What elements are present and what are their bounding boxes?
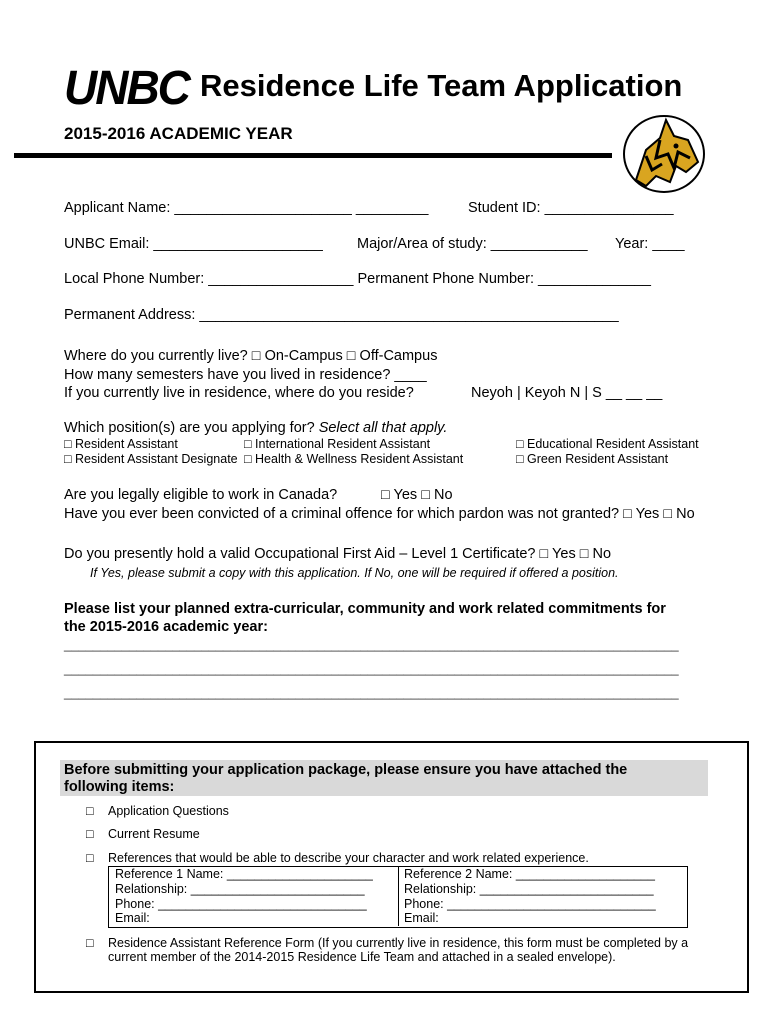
reside-question: If you currently live in residence, where do you reside? [64, 385, 414, 401]
checkbox-reference-form[interactable]: □ [86, 936, 94, 950]
applicant-name-field[interactable]: Applicant Name: ______________________ _________ [64, 200, 429, 216]
year-field[interactable]: Year: ____ [615, 236, 685, 252]
item-application-questions: Application Questions [108, 804, 229, 818]
option-educational-ra[interactable]: □ Educational Resident Assistant [516, 437, 699, 451]
item-references: References that would be able to describe your character and work related experience. [108, 851, 589, 865]
header-rule [14, 153, 612, 158]
commitments-prompt: Please list your planned extra-curricular, community and work related commitments for [64, 601, 666, 617]
reside-options[interactable]: Neyoh | Keyoh N | S __ __ __ [471, 385, 663, 401]
checkbox-application-questions[interactable]: □ [86, 804, 94, 818]
ref2-phone-field[interactable]: Phone: ______________________________ [404, 897, 656, 911]
first-aid-question[interactable]: Do you presently hold a valid Occupational First Aid – Level 1 Certificate? □ Yes □ No [64, 546, 612, 562]
phone-numbers-field[interactable]: Local Phone Number: __________________ Permanent Phone Number: ______________ [64, 271, 651, 287]
major-field[interactable]: Major/Area of study: ____________ [357, 236, 588, 252]
commitments-prompt-year: the 2015-2016 academic year: [64, 619, 268, 635]
positions-hint: Select all that apply. [318, 420, 448, 436]
option-resident-assistant[interactable]: □ Resident Assistant [64, 437, 178, 451]
checkbox-references[interactable]: □ [86, 851, 94, 865]
academic-year: 2015-2016 ACADEMIC YEAR [64, 124, 293, 143]
option-ra-designate[interactable]: □ Resident Assistant Designate [64, 452, 238, 466]
commitments-line-3[interactable]: _____________________________________________________________________________________ [64, 685, 679, 700]
current-residence-question[interactable]: Where do you currently live? □ On-Campus □ Off-Campus [64, 348, 438, 364]
item-current-resume: Current Resume [108, 827, 200, 841]
timberwolf-mascot-icon [616, 110, 712, 196]
ref2-name-field[interactable]: Reference 2 Name: ____________________ [404, 867, 655, 881]
first-aid-note: If Yes, please submit a copy with this application. If No, one will be required if offered a position. [90, 566, 619, 580]
work-eligibility-question: Are you legally eligible to work in Canada? [64, 487, 338, 503]
criminal-offence-question[interactable]: Have you ever been convicted of a criminal offence for which pardon was not granted? □ Yes □ No [64, 506, 695, 522]
positions-question [64, 420, 447, 436]
option-green-ra[interactable]: □ Green Resident Assistant [516, 452, 669, 466]
checklist-heading-cont: following items: [64, 779, 175, 795]
item-reference-form: Residence Assistant Reference Form (If you currently live in residence, this form must be completed by a [108, 936, 689, 950]
checklist-heading: Before submitting your application package, please ensure you have attached the [64, 762, 628, 778]
references-divider [398, 866, 399, 926]
commitments-line-2[interactable]: _____________________________________________________________________________________ [64, 661, 679, 676]
positions-question-text: Which position(s) are you applying for? [64, 420, 315, 436]
ref2-email-field[interactable]: Email: [404, 911, 439, 925]
ref1-email-field[interactable]: Email: [115, 911, 150, 925]
ref2-relationship-field[interactable]: Relationship: _________________________ [404, 882, 654, 896]
unbc-logo: UNBC [64, 59, 189, 115]
semesters-question[interactable]: How many semesters have you lived in residence? ____ [64, 367, 427, 383]
ref1-phone-field[interactable]: Phone: ______________________________ [115, 897, 367, 911]
ref1-relationship-field[interactable]: Relationship: _________________________ [115, 882, 365, 896]
option-health-wellness-ra[interactable]: □ Health & Wellness Resident Assistant [244, 452, 464, 466]
option-international-ra[interactable]: □ International Resident Assistant [244, 437, 431, 451]
checkbox-current-resume[interactable]: □ [86, 827, 94, 841]
page-title: Residence Life Team Application [200, 68, 683, 103]
permanent-address-field[interactable]: Permanent Address: ____________________________________________________ [64, 307, 619, 323]
ref1-name-field[interactable]: Reference 1 Name: _____________________ [115, 867, 373, 881]
commitments-line-1[interactable]: _____________________________________________________________________________________ [64, 637, 679, 652]
student-id-field[interactable]: Student ID: ________________ [468, 200, 674, 216]
item-reference-form-cont: current member of the 2014-2015 Residence Life Team and attached in a sealed envelope). [108, 950, 616, 964]
work-eligibility-answers[interactable]: □ Yes □ No [381, 487, 453, 503]
unbc-email-field[interactable]: UNBC Email: _____________________ [64, 236, 323, 252]
